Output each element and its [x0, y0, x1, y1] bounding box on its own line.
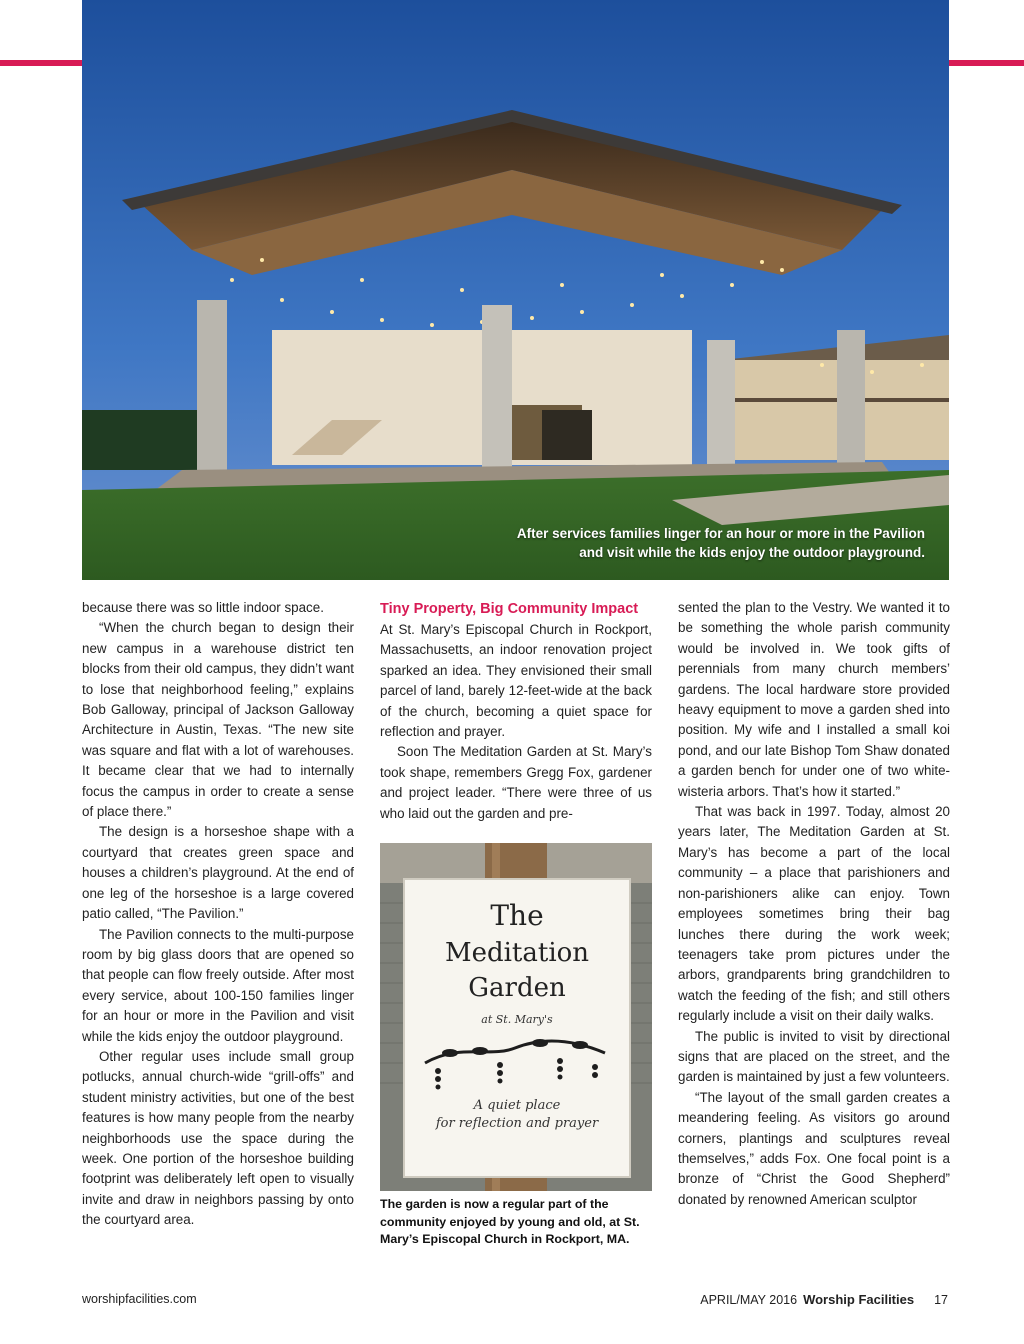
footer-publication-name: Worship Facilities	[803, 1292, 915, 1307]
paragraph: The public is invited to visit by directional signs that are placed on the street, and the garden is maintained by just a few volunteers.	[678, 1028, 950, 1085]
sign-photo-caption: The garden is now a regular part of the community enjoyed by young and old, at St. Mary’s Episcopal Church in Rockport, MA.	[380, 1197, 640, 1247]
paragraph: because there was so little indoor space.	[82, 600, 324, 615]
hero-caption-line-1: After services families linger for an hour or more in the Pavilion	[516, 526, 925, 541]
sign-line-4: at St. Mary's	[481, 1013, 553, 1026]
article-column-3	[678, 598, 950, 1210]
pavilion-photo	[82, 0, 949, 580]
article-column-1	[82, 598, 354, 1231]
sign-line-1: The	[490, 899, 544, 932]
paragraph: At St. Mary’s Episcopal Church in Rockport, Massachusetts, an indoor renovation project sparked an idea. They envisioned their small parcel of land, barely 12-feet-wide at the back of the church, becoming a quiet space for reflection and prayer.	[380, 622, 652, 740]
footer-page-number: 17	[934, 1293, 948, 1307]
hero-caption-line-2: and visit while the kids enjoy the outdoor playground.	[579, 545, 925, 560]
paragraph: The Pavilion connects to the multi-purpose room by big glass doors that are opened so that people can flow freely outside. After most every service, about 100-150 families linger for an hour or more in the Pavilion and visit while the kids enjoy the outdoor playground.	[82, 926, 354, 1044]
paragraph: “The layout of the small garden creates a meandering feeling. As visitors go around corners, plantings and sculptures reveal themselves,” adds Fox. One focal point is a bronze of “Christ the Good Shepherd” donated by renowned American sculptor	[678, 1089, 950, 1207]
paragraph: “When the church began to design their new campus in a warehouse district ten blocks from their old campus, they didn’t want to lose that neighborhood feeling,” explains Bob Galloway, principal of Jackson Galloway Architecture in Austin, Texas. “The new site was square and flat with a lot of warehouses. It became clear that we had to internally focus the campus in order to create a sense of place there.”	[82, 620, 354, 820]
sign-line-6: for reflection and prayer	[435, 1116, 599, 1131]
footer-website: worshipfacilities.com	[82, 1292, 197, 1306]
footer-issue: APRIL/MAY 2016	[700, 1293, 798, 1307]
paragraph: The design is a horseshoe shape with a courtyard that creates green space and houses a children’s playground. At the end of one leg of the horseshoe is a large covered patio called, “The Pavilion.”	[82, 824, 354, 922]
section-heading: Tiny Property, Big Community Impact	[380, 601, 639, 617]
article-column-2	[380, 598, 652, 824]
meditation-garden-sign-photo-icon	[380, 843, 652, 1191]
footer-publication-info	[700, 1292, 948, 1307]
sign-line-3: Garden	[468, 973, 566, 1003]
hero-caption	[517, 524, 925, 562]
paragraph: Other regular uses include small group potlucks, annual church-wide “grill-offs” and student ministry activities, but one of the best features is how many people from the nearby neighborhoods use the space during the week. One portion of the horseshoe building footprint was deliberately left open to visually invite and draw in neighbors passing by onto the courtyard area.	[82, 1048, 354, 1228]
sign-line-5: A quiet place	[473, 1098, 561, 1113]
paragraph: That was back in 1997. Today, almost 20 years later, The Meditation Garden at St. Mary’s has become a part of the local community – a place that parishioners and non-parishioners alike can enjoy. Town employees sometimes bring their bag lunches there during the work week; teenagers take prom pictures under the arbors, grandparents bring grandchildren to watch the feeding of the fish; and still others regularly include a visit on their daily walks.	[678, 804, 950, 1024]
meditation-garden-sign-photo	[380, 843, 652, 1191]
pavilion-photo-icon	[82, 0, 949, 580]
paragraph: sented the plan to the Vestry. We wanted it to be something the whole parish community would be involved in. We took gifts of perennials from many church members’ gardens. The local hardware store provided heavy equipment to move a garden shed into position. My wife and I installed a small koi pond, and our late Bishop Tom Shaw donated a garden bench for under one of two white-wisteria arbors. That’s how it started.”	[678, 600, 950, 799]
paragraph: Soon The Meditation Garden at St. Mary’s took shape, remembers Gregg Fox, gardener and project leader. “There were three of us who laid out the garden and pre-	[380, 744, 652, 821]
sign-line-2: Meditation	[444, 938, 590, 968]
